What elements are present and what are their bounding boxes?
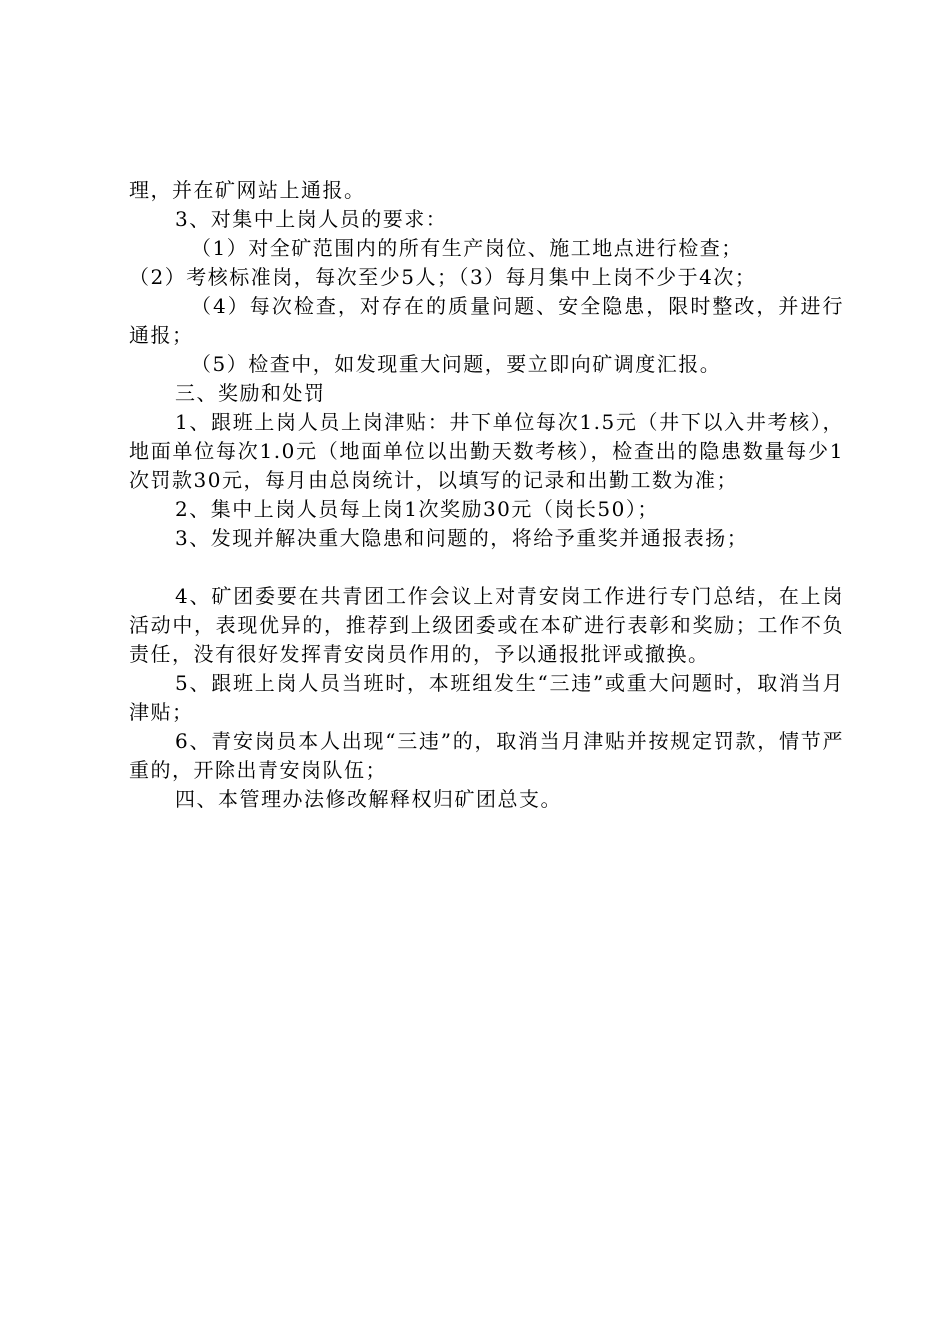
paragraph-reward-5: 5、跟班上岗人员当班时，本班组发生“三违”或重大问题时，取消当月津贴； [129,671,844,724]
paragraph-continuation: 理，并在矿网站上通报。 [129,178,366,202]
paragraph-reward-6: 6、青安岗员本人出现“三违”的，取消当月津贴并按规定罚款，情节严重的，开除出青安岗队伍； [129,729,844,782]
section-heading-interpretation: 四、本管理办法修改解释权归矿团总支。 [175,787,562,811]
paragraph-item-5: （5）检查中，如发现重大问题，要立即向矿调度汇报。 [191,352,722,376]
paragraph-item-2-3: （2）考核标准岗，每次至少5人；（3）每月集中上岗不少于4次； [129,265,757,289]
paragraph-reward-3: 3、发现并解决重大隐患和问题的，将给予重奖并通报表扬； [175,526,749,550]
section-heading-rewards: 三、奖励和处罚 [175,381,326,405]
paragraph-reward-2: 2、集中上岗人员每上岗1次奖励30元（岗长50）； [175,497,659,521]
blank-line [129,553,844,582]
paragraph-requirements-heading: 3、对集中上岗人员的要求： [175,207,448,231]
paragraph-reward-4: 4、矿团委要在共青团工作会议上对青安岗工作进行专门总结，在上岗活动中，表现优异的，推荐到上级团委或在本矿进行表彰和奖励；工作不负责任，没有很好发挥青安岗员作用的，予以通报批评或撤换。 [129,584,844,666]
document-body [129,176,844,814]
paragraph-reward-1: 1、跟班上岗人员上岗津贴：井下单位每次1.5元（井下以入井考核），地面单位每次1.0元（地面单位以出勤天数考核），检查出的隐患数量每少1次罚款30元，每月由总岗统计，以填写的记录和出勤工数为准； [129,410,844,492]
paragraph-item-4: （4）每次检查，对存在的质量问题、安全隐患，限时整改，并进行通报； [129,294,844,347]
paragraph-item-1: （1）对全矿范围内的所有生产岗位、施工地点进行检查； [191,236,743,260]
